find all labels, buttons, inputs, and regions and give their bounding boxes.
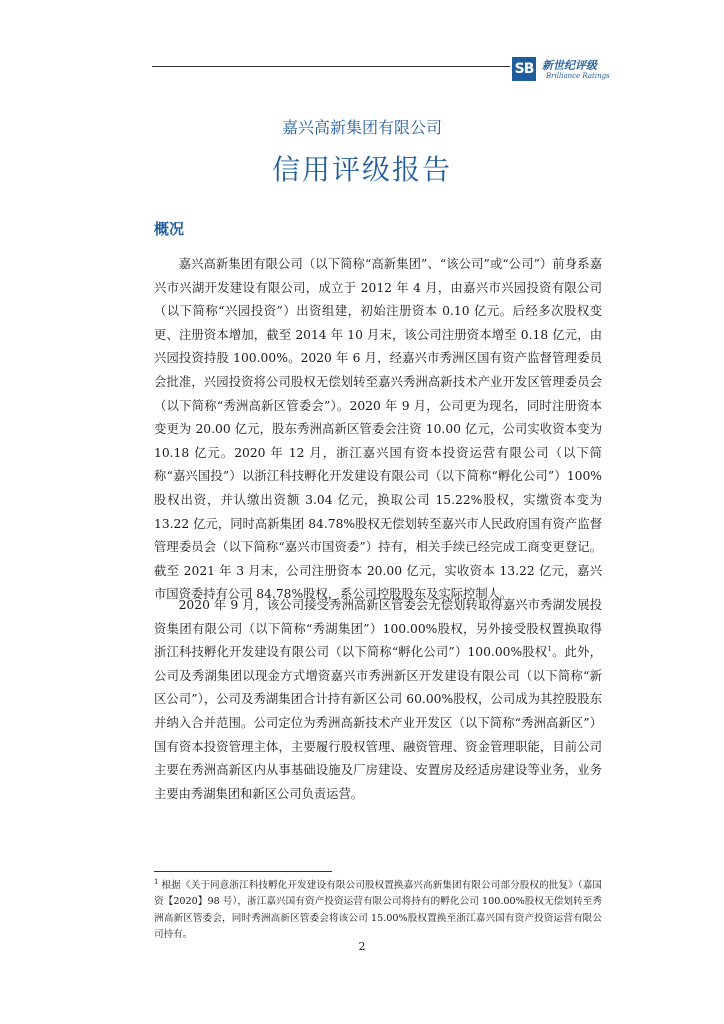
footnote-text: 根据《关于同意浙江科技孵化开发建设有限公司股权置换嘉兴高新集团有限公司部分股权的批复》（嘉国资【2020】98 号），浙江嘉兴国有资产投资运营有限公司将持有的孵化公司 100.00%股权无偿划转至秀洲高新区管委会，同时秀洲高新区管委会将该公司 15.00%股权置换至浙江嘉兴国有资产投资运营有限公司持有。 xyxy=(154,880,602,941)
report-title: 信用评级报告 xyxy=(271,153,452,186)
overview-paragraph-2-text-b: 。此外，公司及秀湖集团以现金方式增资嘉兴市秀洲新区开发建设有限公司（以下简称“新区公司”），公司及秀湖集团合计持有新区公司 60.00%股权，公司成为其控股股东并纳入合并范围。公司定位为秀洲高新技术产业开发区（以下简称“秀洲高新区”）国有资本投资管理主体，主要履行股权管理、融资管理、资金管理职能，目前公司主要在秀洲高新区内从事基础设施及厂房建设、安置房及经适房建设等业务，业务主要由秀湖集团和新区公司负责运营。 xyxy=(154,645,602,801)
header-rule xyxy=(152,66,510,67)
brilliance-ratings-logo xyxy=(512,57,632,83)
footnote-marker: 1 xyxy=(154,877,159,886)
footnote xyxy=(154,878,602,944)
footnote-reference[interactable]: 1 xyxy=(547,645,552,654)
logo-mark-icon: SB xyxy=(512,57,536,81)
footnote-rule xyxy=(154,871,332,872)
overview-paragraph-1-text: 嘉兴高新集团有限公司（以下简称“高新集团”、“该公司”或“公司”）前身系嘉兴市兴湖开发建设有限公司，成立于 2012 年 4 月，由嘉兴市兴园投资有限公司（以下简称“兴园投资”）出资组建，初始注册资本 0.10 亿元。后经多次股权变更、注册资本增加，截至 2014 年 10 月末，该公司注册资本增至 0.18 亿元，由兴园投资持股 100.00%。2020 年 6 月，经嘉兴市秀洲区国有资产监督管理委员会批准，兴园投资将公司股权无偿划转至嘉兴秀洲高新技术产业开发区管理委员会（以下简称“秀洲高新区管委会”）。2020 年 9 月，公司更为现名，同时注册资本变更为 20.00 亿元，股东秀洲高新区管委会注资 10.00 亿元，公司实收资本变为 10.18 亿元。2020 年 12 月，浙江嘉兴国有资本投资运营有限公司（以下简称“嘉兴国投”）以浙江科技孵化开发建设有限公司（以下简称“孵化公司”）100%股权出资，并认缴出资额 3.04 亿元，换取公司 15.22%股权，实缴资本变为 13.22 亿元，同时高新集团 84.78%股权无偿划转至嘉兴市人民政府国有资产监督管理委员会（以下简称“嘉兴市国资委”）持有，相关手续已经完成工商变更登记。截至 2021 年 3 月末，公司注册资本 20.00 亿元，实收资本 13.22 亿元，嘉兴市国资委持有公司 84.78%股权，系公司控股股东及实际控制人。 xyxy=(154,257,602,602)
logo-chinese-name: 新世纪评级 xyxy=(542,59,597,72)
overview-paragraph-2 xyxy=(154,594,602,806)
section-heading-overview: 概况 xyxy=(154,220,185,238)
logo-english-name: Brilliance Ratings xyxy=(546,72,610,80)
overview-paragraph-1 xyxy=(154,253,602,607)
overview-paragraph-2-text-a: 2020 年 9 月，该公司接受秀洲高新区管委会无偿划转取得嘉兴市秀湖发展投资集团有限公司（以下简称“秀湖集团”）100.00%股权，另外接受股权置换取得浙江科技孵化开发建设有限公司（以下简称“孵化公司”）100.00%股权 xyxy=(154,598,602,660)
page-number: 2 xyxy=(358,940,366,953)
company-name: 嘉兴高新集团有限公司 xyxy=(281,118,442,137)
